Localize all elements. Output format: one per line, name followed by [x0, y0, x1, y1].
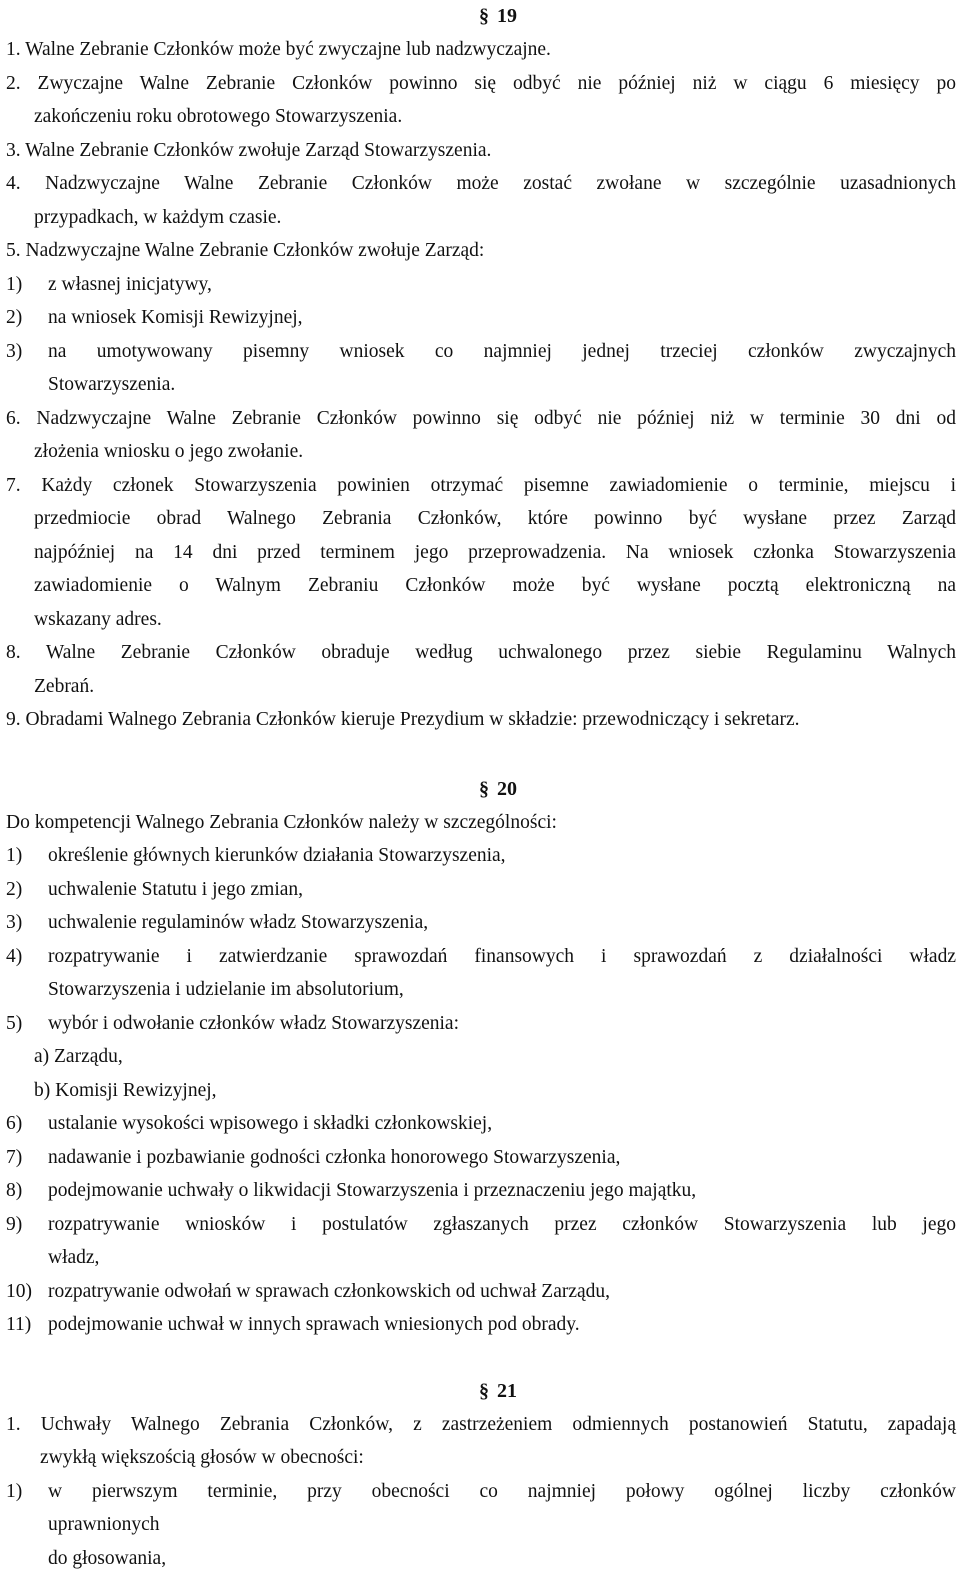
s19-paragraph-3: 3. Walne Zebranie Członków zwołuje Zarząd Stowarzyszenia.	[6, 134, 956, 168]
section-21-heading	[6, 1375, 956, 1408]
list-number: 10)	[6, 1275, 48, 1309]
s19-p5-list-item	[6, 268, 956, 302]
list-text: podejmowanie uchwały o likwidacji Stowarzyszenia i przeznaczeniu jego majątku,	[48, 1174, 956, 1208]
s19-paragraph-7-cont: przedmiocie obrad Walnego Zebrania Członków, które powinno być wysłane przez Zarząd	[6, 502, 956, 536]
s20-list-item	[6, 940, 956, 974]
s20-list-item	[6, 1007, 956, 1041]
list-text: rozpatrywanie odwołań w sprawach członkowskich od uchwał Zarządu,	[48, 1275, 956, 1309]
s20-list-item	[6, 873, 956, 907]
s21-list-item	[6, 1475, 956, 1509]
list-text: ustalanie wysokości wpisowego i składki członkowskiej,	[48, 1107, 956, 1141]
s19-paragraph-7-cont: zawiadomienie o Walnym Zebraniu Członków może być wysłane pocztą elektroniczną na	[6, 569, 956, 603]
s19-paragraph-2-cont: zakończeniu roku obrotowego Stowarzyszenia.	[6, 100, 956, 134]
list-number: 8)	[6, 1174, 48, 1208]
list-text: podejmowanie uchwał w innych sprawach wniesionych pod obrady.	[48, 1308, 956, 1342]
section-spacer	[6, 1342, 956, 1375]
list-number: 11)	[6, 1308, 48, 1342]
list-text: w pierwszym terminie, przy obecności co najmniej połowy ogólnej liczby członków	[48, 1475, 956, 1509]
s19-paragraph-1: 1. Walne Zebranie Członków może być zwyczajne lub nadzwyczajne.	[6, 33, 956, 67]
list-text: uchwalenie regulaminów władz Stowarzyszenia,	[48, 906, 956, 940]
section-19-heading	[6, 0, 956, 33]
list-number: 2)	[6, 301, 48, 335]
s19-paragraph-7-cont: wskazany adres.	[6, 603, 956, 637]
s19-paragraph-4-cont: przypadkach, w każdym czasie.	[6, 201, 956, 235]
list-number: 3)	[6, 335, 48, 369]
list-number: 9)	[6, 1208, 48, 1242]
s19-paragraph-7: 7. Każdy członek Stowarzyszenia powinien otrzymać pisemne zawiadomienie o terminie, miejscu i	[6, 469, 956, 503]
s19-paragraph-8: 8. Walne Zebranie Członków obraduje według uchwalonego przez siebie Regulaminu Walnych	[6, 636, 956, 670]
s20-item5-sub-b: b) Komisji Rewizyjnej,	[6, 1074, 956, 1108]
s19-paragraph-8-cont: Zebrań.	[6, 670, 956, 704]
list-number: 2)	[6, 873, 48, 907]
list-number: 1)	[6, 268, 48, 302]
s19-paragraph-6: 6. Nadzwyczajne Walne Zebranie Członków powinno się odbyć nie później niż w terminie 30 dni od	[6, 402, 956, 436]
list-number: 1)	[6, 1475, 48, 1509]
s20-list-item	[6, 1107, 956, 1141]
list-number: 3)	[6, 906, 48, 940]
list-text: wybór i odwołanie członków władz Stowarzyszenia:	[48, 1007, 956, 1041]
list-text: z własnej inicjatywy,	[48, 268, 956, 302]
s19-paragraph-2: 2. Zwyczajne Walne Zebranie Członków powinno się odbyć nie później niż w ciągu 6 miesięcy po	[6, 67, 956, 101]
s20-list-item	[6, 1174, 956, 1208]
s20-list-item	[6, 906, 956, 940]
s20-item4-cont: Stowarzyszenia i udzielanie im absolutorium,	[6, 973, 956, 1007]
list-text: uchwalenie Statutu i jego zmian,	[48, 873, 956, 907]
s19-p5-list-item	[6, 301, 956, 335]
s20-list-item	[6, 1208, 956, 1242]
list-number: 5)	[6, 1007, 48, 1041]
s19-paragraph-7-cont: najpóźniej na 14 dni przed terminem jego przeprowadzenia. Na wniosek członka Stowarzyszenia	[6, 536, 956, 570]
list-text: rozpatrywanie i zatwierdzanie sprawozdań finansowych i sprawozdań z działalności władz	[48, 940, 956, 974]
s20-intro: Do kompetencji Walnego Zebrania Członków należy w szczególności:	[6, 806, 956, 840]
s20-list-item	[6, 839, 956, 873]
list-number: 6)	[6, 1107, 48, 1141]
list-text: na wniosek Komisji Rewizyjnej,	[48, 301, 956, 335]
s20-list-item	[6, 1275, 956, 1309]
list-text: określenie głównych kierunków działania Stowarzyszenia,	[48, 839, 956, 873]
list-number: 1)	[6, 839, 48, 873]
section-spacer	[6, 737, 956, 773]
s19-paragraph-6-cont: złożenia wniosku o jego zwołanie.	[6, 435, 956, 469]
list-text: rozpatrywanie wniosków i postulatów zgłaszanych przez członków Stowarzyszenia lub jego	[48, 1208, 956, 1242]
section-number: 20	[497, 778, 517, 800]
list-text: nadawanie i pozbawianie godności członka honorowego Stowarzyszenia,	[48, 1141, 956, 1175]
section-number: 19	[497, 5, 517, 27]
document-page	[6, 0, 956, 1575]
s19-p5-list-item	[6, 335, 956, 369]
s21-item1-cont: uprawnionych	[6, 1508, 956, 1542]
s19-paragraph-9: 9. Obradami Walnego Zebrania Członków kieruje Prezydium w składzie: przewodniczący i sekretarz.	[6, 703, 956, 737]
s20-item5-sub-a: a) Zarządu,	[6, 1040, 956, 1074]
s20-item9-cont: władz,	[6, 1241, 956, 1275]
s21-paragraph-1: 1. Uchwały Walnego Zebrania Członków, z zastrzeżeniem odmiennych postanowień Statutu, zapadają	[6, 1408, 956, 1442]
s20-list-item	[6, 1308, 956, 1342]
list-text: na umotywowany pisemny wniosek co najmniej jednej trzeciej członków zwyczajnych	[48, 335, 956, 369]
section-symbol: §	[479, 1380, 489, 1402]
s19-paragraph-5: 5. Nadzwyczajne Walne Zebranie Członków zwołuje Zarząd:	[6, 234, 956, 268]
section-20-heading	[6, 773, 956, 806]
s20-list-item	[6, 1141, 956, 1175]
s21-paragraph-1-cont: zwykłą większością głosów w obecności:	[6, 1441, 956, 1475]
s21-item1-cont: do głosowania,	[6, 1542, 956, 1575]
list-number: 4)	[6, 940, 48, 974]
section-number: 21	[497, 1380, 517, 1402]
s19-paragraph-4: 4. Nadzwyczajne Walne Zebranie Członków może zostać zwołane w szczególnie uzasadnionych	[6, 167, 956, 201]
section-symbol: §	[479, 778, 489, 800]
s19-p5-item3-cont: Stowarzyszenia.	[6, 368, 956, 402]
list-number: 7)	[6, 1141, 48, 1175]
section-symbol: §	[479, 5, 489, 27]
